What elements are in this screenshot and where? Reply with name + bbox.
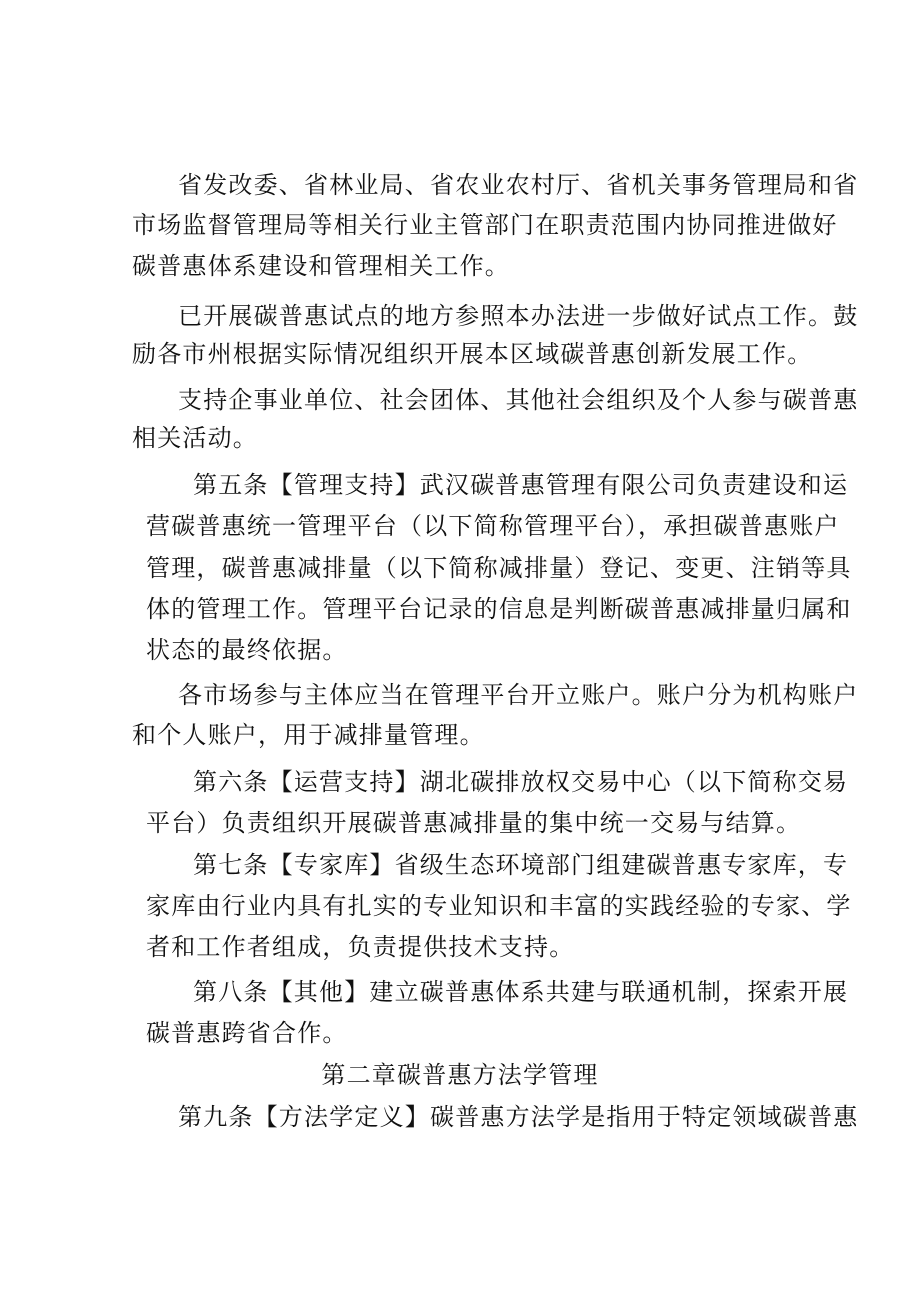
- text-line: 已开展碳普惠试点的地方参照本办法进一步做好试点工作。鼓: [178, 302, 859, 330]
- article-8-heading-line: 第八条【其他】建立碳普惠体系共建与联通机制，探索开展: [193, 978, 849, 1006]
- text-line: 管理，碳普惠减排量（以下简称减排量）登记、变更、注销等具: [146, 554, 852, 582]
- text-line: 市场监督管理局等相关行业主管部门在职责范围内协同推进做好: [132, 211, 838, 239]
- text-line: 和个人账户，用于减排量管理。: [132, 721, 485, 749]
- article-6-heading-line: 第六条【运营支持】湖北碳排放权交易中心（以下简称交易: [193, 768, 849, 796]
- text-line: 支持企事业单位、社会团体、其他社会组织及个人参与碳普惠: [178, 386, 859, 414]
- text-line: 状态的最终依据。: [146, 636, 348, 664]
- article-7-heading-line: 第七条【专家库】省级生态环境部门组建碳普惠专家库，专: [193, 851, 849, 879]
- text-line: 者和工作者组成，负责提供技术支持。: [146, 933, 575, 961]
- text-line: 平台）负责组织开展碳普惠减排量的集中统一交易与结算。: [146, 809, 802, 837]
- text-line: 碳普惠体系建设和管理相关工作。: [132, 252, 510, 280]
- text-line: 家库由行业内具有扎实的专业知识和丰富的实践经验的专家、学: [146, 892, 852, 920]
- text-line: 体的管理工作。管理平台记录的信息是判断碳普惠减排量归属和: [146, 595, 852, 623]
- text-line: 相关活动。: [132, 424, 258, 452]
- text-line: 省发改委、省林业局、省农业农村厅、省机关事务管理局和省: [178, 171, 859, 199]
- text-line: 各市场参与主体应当在管理平台开立账户。账户分为机构账户: [178, 681, 859, 709]
- text-line: 营碳普惠统一管理平台（以下简称管理平台），承担碳普惠账户: [146, 512, 840, 540]
- text-line: 励各市州根据实际情况组织开展本区域碳普惠创新发展工作。: [132, 340, 813, 368]
- chapter-heading: 第二章碳普惠方法学管理: [321, 1061, 599, 1089]
- text-line: 碳普惠跨省合作。: [146, 1019, 348, 1047]
- article-9-heading-line: 第九条【方法学定义】碳普惠方法学是指用于特定领域碳普惠: [178, 1103, 859, 1131]
- article-5-heading-line: 第五条【管理支持】武汉碳普惠管理有限公司负责建设和运: [193, 471, 849, 499]
